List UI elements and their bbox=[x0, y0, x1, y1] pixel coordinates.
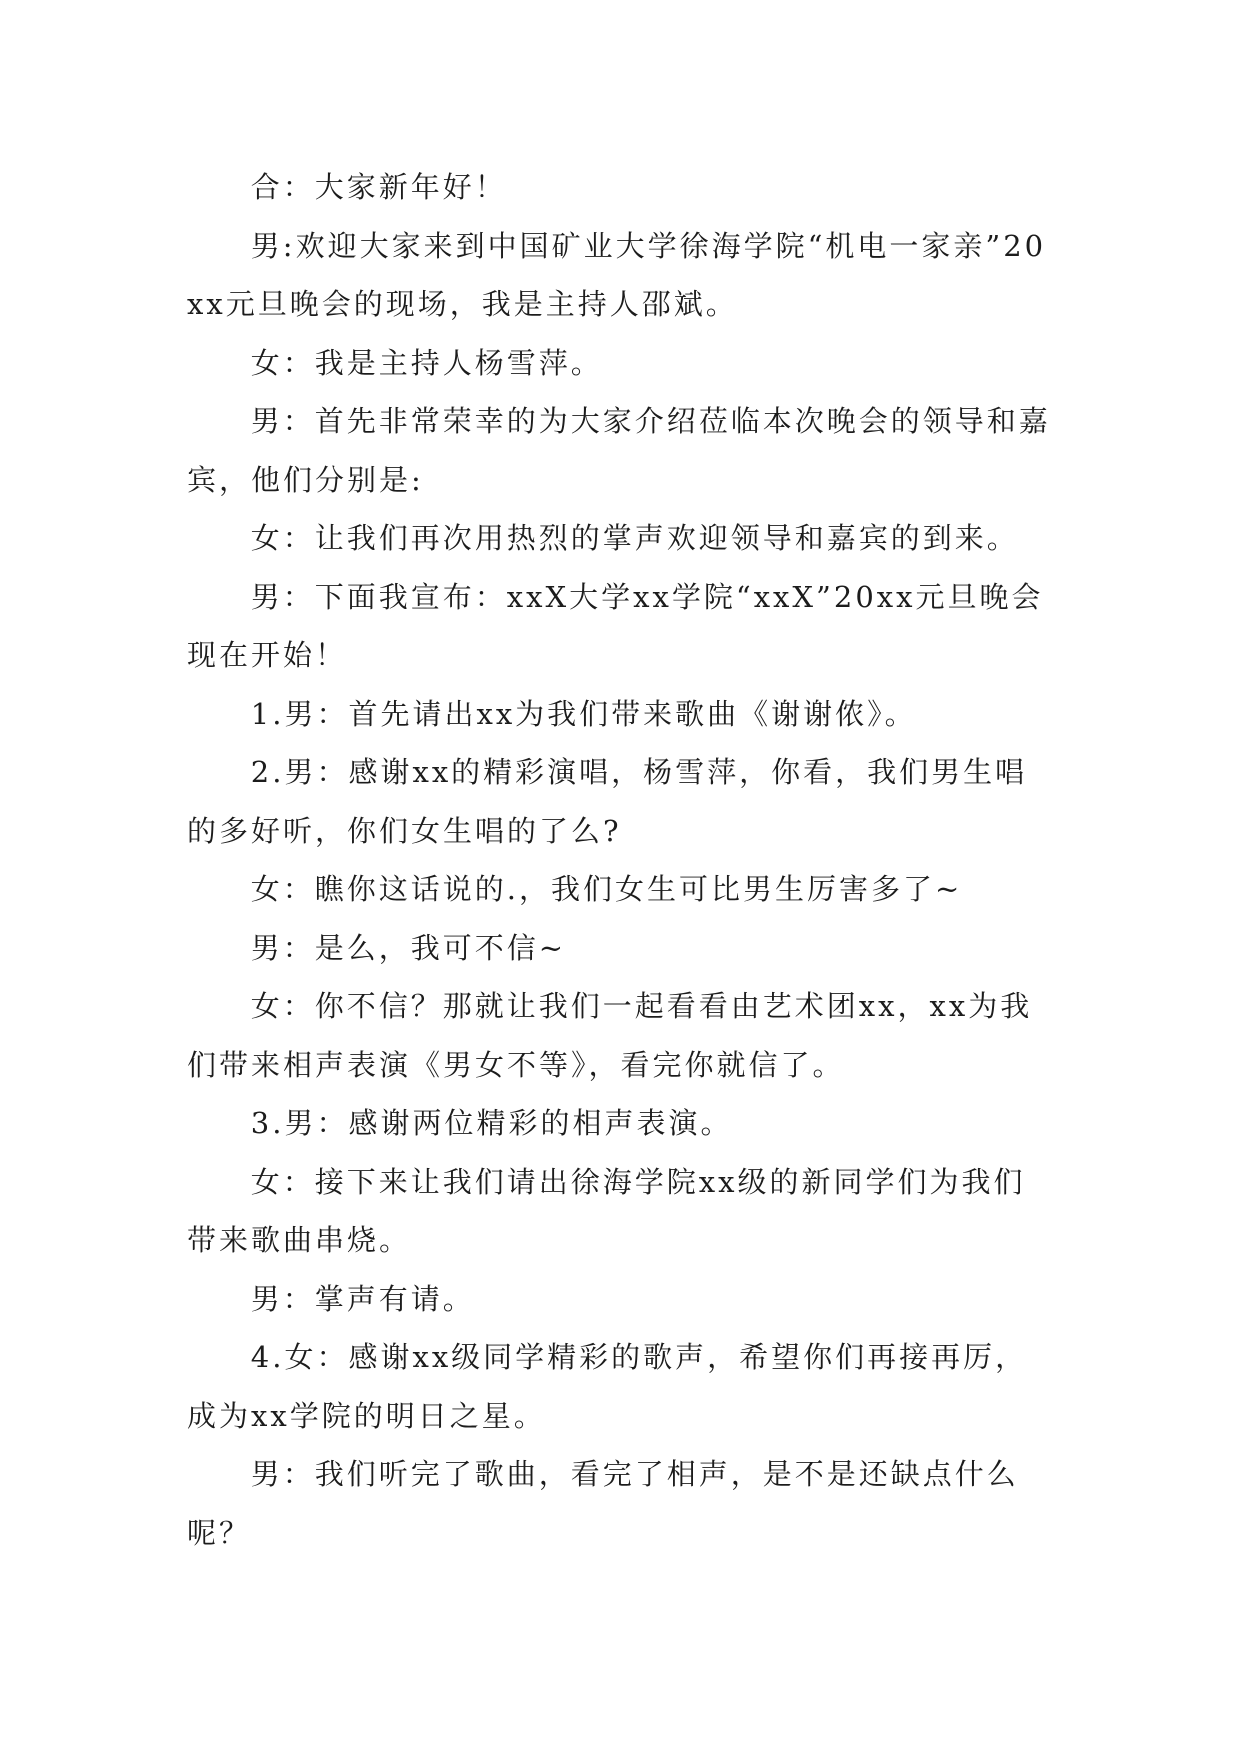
paragraph: 1.男：首先请出xx为我们带来歌曲《谢谢侬》。 bbox=[250, 696, 917, 731]
paragraph: 男：首先非常荣幸的为大家介绍莅临本次晚会的领导和嘉宾，他们分别是: bbox=[187, 404, 1051, 497]
paragraph: 男：是么，我可不信~ bbox=[250, 930, 567, 965]
paragraph: 女：瞧你这话说的.，我们女生可比男生厉害多了~ bbox=[250, 872, 963, 906]
document-body bbox=[187, 158, 1055, 1562]
paragraph: 女：接下来让我们请出徐海学院xx级的新同学们为我们带来歌曲串烧。 bbox=[187, 1164, 1026, 1257]
paragraph: 3.男：感谢两位精彩的相声表演。 bbox=[250, 1106, 733, 1140]
paragraph: 2.男：感谢xx的精彩演唱，杨雪萍，你看，我们男生唱的多好听，你们女生唱的了么? bbox=[187, 755, 1028, 848]
paragraph: 女：你不信？那就让我们一起看看由艺术团xx，xx为我们带来相声表演《男女不等》，看完你就信了。 bbox=[187, 989, 1033, 1082]
paragraph: 男：我们听完了歌曲，看完了相声，是不是还缺点什么呢？ bbox=[187, 1457, 1019, 1550]
paragraph: 4.女：感谢xx级同学精彩的歌声，希望你们再接再厉，成为xx学院的明日之星。 bbox=[187, 1340, 1028, 1433]
paragraph: 女：让我们再次用热烈的掌声欢迎领导和嘉宾的到来。 bbox=[250, 521, 1019, 555]
paragraph: 男：掌声有请。 bbox=[250, 1281, 475, 1316]
paragraph: 男:欢迎大家来到中国矿业大学徐海学院“机电一家亲”20xx元旦晚会的现场，我是主持人邵斌。 bbox=[187, 228, 1047, 321]
paragraph: 合：大家新年好！ bbox=[250, 170, 507, 204]
paragraph: 男：下面我宣布：xxX大学xx学院“xxX”20xx元旦晚会现在开始！ bbox=[187, 579, 1044, 672]
paragraph: 女：我是主持人杨雪萍。 bbox=[250, 345, 603, 380]
